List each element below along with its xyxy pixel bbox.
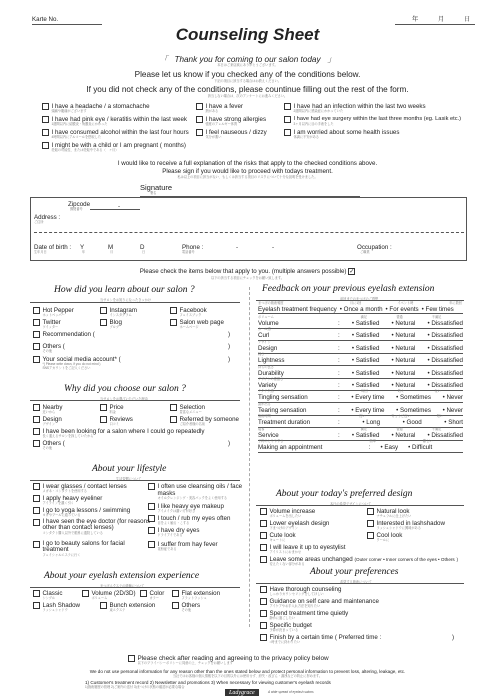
date-month: 月 [438, 16, 445, 23]
design-volume[interactable]: Volume increase ボリュームを出したい [260, 508, 315, 519]
feedback-row-service: 接客 満足 普通 不満足 Service : • Satisfied • Netural • Dissatisfied [258, 426, 463, 439]
pref-self-care[interactable]: Guidance on self care and maintenance アイケアやお手入れ方法を知りたい [260, 598, 379, 609]
feedback-label: Making an appointment [258, 444, 323, 451]
checkbox[interactable] [148, 503, 155, 510]
dob-day[interactable]: D [140, 244, 145, 251]
feedback-option[interactable]: • Satisfied [351, 382, 380, 389]
thanks-message: 「 Thank you for coming to our salon today 」 [159, 55, 336, 64]
checkbox[interactable] [33, 307, 40, 314]
checkbox[interactable] [100, 602, 107, 609]
condition-health-issues[interactable]: I am worried about some health issues 体調に不安がある [284, 129, 399, 140]
condition-alcohol[interactable]: I have consumed alcohol within the last four hours 4時間以内にアルコールを摂取した [42, 129, 189, 140]
ext-lash-shadow[interactable]: Lash Shadow ラッシュシャドウ [33, 602, 80, 613]
feedback-label: Design [258, 344, 278, 352]
section-rule [256, 583, 464, 584]
ext-bunch[interactable]: Bunch extension 束エクステ [100, 602, 155, 613]
feedback-option[interactable]: • Sometimes [396, 394, 431, 402]
freq-option-events[interactable]: • For events [385, 305, 419, 313]
why-design[interactable]: Design デザイン [33, 416, 62, 427]
condition-fever[interactable]: I have a fever 熱がある [196, 103, 243, 114]
option-jp: 簡単 [369, 439, 376, 443]
checkbox[interactable] [33, 343, 40, 350]
phone-label-jp: 電話番号 [182, 250, 195, 254]
section-rule [30, 302, 240, 303]
life-cleansing-oils[interactable]: I often use cleansing oils / face masks オイルクレンジング・美容パックをよく使用する [148, 483, 248, 501]
why-others[interactable]: Others ( その他 [33, 440, 65, 451]
ext-section-title: About your eyelash extension experience [44, 571, 200, 581]
phone-label: Phone : [182, 244, 204, 251]
learn-hot-pepper[interactable]: Hot Pepper ホットペッパー [33, 307, 74, 318]
life-yoga[interactable]: I go to yoga lessons / swimming ヨガやプールに通っている [33, 507, 130, 518]
design-lashshadow[interactable]: Interested in lashshadow ラッシュシャドウに興味がある [367, 520, 445, 531]
life-facial-treatment[interactable]: I go to beauty salons for facial treatment フェイシャルエステに行く [33, 541, 151, 557]
life-hay-fever[interactable]: I suffer from hay fever 花粉症である [148, 541, 218, 552]
address-box [30, 197, 467, 261]
feedback-option[interactable]: • Dissatisfied [427, 382, 463, 389]
checkbox[interactable] [33, 428, 40, 435]
signature-label-jp: 署名 [150, 191, 157, 195]
dob-label: Date of birth : [34, 244, 72, 251]
why-nearby[interactable]: Nearby 近いから [33, 404, 62, 415]
feedback-option[interactable]: • Good [402, 419, 422, 427]
option-jp: ちょうど良い [391, 414, 411, 419]
checkbox[interactable] [260, 622, 267, 629]
prefs-section-jp: 希望する施術について [340, 580, 372, 584]
option-jp: 難しい [422, 439, 433, 443]
option-jp: 短い [436, 414, 443, 419]
condition-pink-eye[interactable]: I have had pink eye / keratitis within the last week 1週間以内に結膜炎・角膜炎にかかった [42, 116, 187, 127]
checkbox[interactable] [172, 602, 179, 609]
learn-section-title: How did you learn about our salon ? [54, 285, 195, 295]
feedback-row-design: デザイン Design : • Satisfied • Netural • Dissatisfied [258, 339, 463, 352]
phone-dash-1: - [236, 244, 239, 251]
feedback-option[interactable]: • Netural [391, 357, 416, 365]
feedback-row-treatment-duration: 施術時間 長い ちょうど良い 短い Treatment duration : • Long • Good • Short [258, 414, 463, 427]
design-unchanged[interactable]: Leave some areas unchanged (Outer corner • Inner corners of the eyes • Others ) 変えたくない部分がある [260, 556, 458, 567]
feedback-label: Variety [258, 382, 277, 389]
occupation-label-jp: ご職業 [360, 250, 370, 254]
paren-close: ) [452, 634, 455, 641]
checkbox[interactable] [33, 416, 40, 423]
checkbox[interactable] [367, 508, 374, 515]
feedback-row-lightness: 軽さ Lightness : • Satisfied • Netural • Dissatisfied [258, 352, 463, 365]
option-jp: 満足 [360, 426, 367, 431]
lifestyle-section-jp: 生活習慣について [116, 477, 142, 481]
feedback-label: Tearing sensation [258, 406, 307, 414]
feedback-option[interactable]: • Difficult [408, 444, 433, 451]
learn-blog[interactable]: Blog ブログ [100, 319, 122, 330]
intro-line-1-jp: 下記の項目に該当する場合はお教えください。 [214, 79, 281, 83]
ext-flat[interactable]: Flat extension フラットラッシュ [172, 590, 220, 601]
freq-option-few[interactable]: • Few times [421, 305, 454, 313]
feedback-option[interactable]: • Satisfied [351, 332, 380, 340]
checkbox[interactable] [42, 129, 49, 136]
checkbox[interactable] [128, 655, 135, 662]
checkbox[interactable] [82, 590, 89, 597]
pref-finish-time[interactable]: Finish by a certain time ( Preferred time : ○時までに終わりたい [260, 634, 381, 645]
feedback-option[interactable]: • Long [362, 419, 381, 427]
feedback-option[interactable]: • Netural [391, 369, 416, 377]
option-jp: ない [434, 389, 441, 394]
condition-pregnant[interactable]: I might be with a child or I am pregnant ( months) 妊娠の可能性、または妊娠中である（ ヶ月） [42, 142, 186, 153]
feedback-option[interactable]: • Dissatisfied [427, 320, 463, 327]
occupation-label: Occupation : [357, 244, 392, 251]
feedback-option[interactable]: • Never [442, 406, 463, 414]
dob-month-jp: 月 [110, 250, 114, 254]
check-mark-icon: ✓ [349, 269, 355, 275]
privacy-text-1: We do not use personal information for any reason other than the ones stated below and protect personal information to prevent loss, altering, leakage, etc. [89, 669, 406, 674]
feedback-option[interactable]: • Never [442, 394, 463, 402]
checkbox[interactable] [170, 416, 177, 423]
feedback-frequency: まつげの施術頻度 月に1回 イベント時 年に数回 Eyelash treatment frequency • Once a month • For events • Few times [258, 301, 462, 313]
feedback-option[interactable]: • Easy [380, 444, 399, 451]
feedback-label: Service [258, 431, 279, 439]
learn-others[interactable]: Others ( その他 [33, 343, 65, 354]
checkbox[interactable] [284, 129, 291, 136]
brand-logo: Ladygrace [225, 689, 259, 696]
ext-color[interactable]: Color カラー [140, 590, 164, 601]
page-title: Counseling Sheet [175, 25, 320, 44]
ext-volume[interactable]: Volume (2D/3D) ボリューム [82, 590, 136, 601]
feedback-option[interactable]: • Netural [391, 320, 416, 327]
feedback-option[interactable]: • Netural [391, 431, 416, 439]
checkbox[interactable] [33, 356, 40, 363]
zipcode-label-jp: 郵便番号 [70, 207, 83, 211]
design-section-jp: 本日の希望デザインについて [330, 502, 372, 506]
feedback-option[interactable]: • Satisfied [351, 357, 380, 365]
date-day: 日 [464, 16, 471, 23]
condition-eye-surgery[interactable]: I have had eye surgery within the last three months (eg. Lasik etc.) 3ヶ月以内に目の手術をした [284, 116, 461, 127]
explain-line-1: I would like to receive a full explanation of the risks that apply to the checked conditions above. [117, 160, 378, 167]
date-year: 年 [412, 16, 419, 23]
learn-social-media[interactable]: Your social media account* ( *( Please write down, if you do not mind ) SNSアカウントをご記入ください [33, 356, 121, 370]
section-rule [30, 587, 240, 588]
zipcode-label: Zipcode [68, 201, 91, 208]
feedback-option[interactable]: • Dissatisfied [427, 332, 463, 340]
feedback-section-jp: 前回までのまつげのご感想 [340, 297, 379, 301]
feedback-label: Volume [258, 320, 279, 327]
checkbox[interactable] [33, 319, 40, 326]
checkbox[interactable] [260, 610, 267, 617]
feedback-option[interactable]: • Dissatisfied [427, 369, 463, 377]
why-referred[interactable]: Referred by someone ご紹介者様の名前 [170, 416, 239, 427]
learn-facebook[interactable]: Facebook フェイスブック [170, 307, 207, 318]
feedback-option[interactable]: • Dissatisfied [427, 357, 463, 365]
checkbox[interactable] [260, 544, 267, 551]
feedback-option[interactable]: • Short [444, 419, 463, 427]
intro-line-2-jp: 該当しない場合は、次のアンケートにお進みください。 [207, 94, 288, 98]
option-jp: 普通 [396, 315, 403, 319]
learn-section-jp: 当サロンをお知りになったきっかけ [100, 298, 151, 302]
feedback-label: Durability [258, 369, 284, 377]
design-cute[interactable]: Cute look キュートに [260, 532, 296, 543]
checkbox[interactable] [367, 520, 374, 527]
checkbox[interactable] [260, 598, 267, 605]
why-selection[interactable]: Selection 豊富なメニュー [170, 404, 205, 415]
privacy-text-2: 1) Customer's treatment record 2) Newsletter and promotions 3) When necessary for viewing customer's eyelash records [85, 680, 331, 685]
checkbox[interactable] [196, 103, 203, 110]
design-leave-to-stylist[interactable]: I will leave it up to eyestylist アイリストにおまかせ [260, 544, 346, 555]
checkbox[interactable] [33, 507, 40, 514]
feedback-option[interactable]: • Every time [351, 406, 385, 414]
paren-close: ) [228, 440, 231, 447]
zipcode-dash: - [118, 203, 121, 210]
privacy-agree[interactable]: Please check after reading and agreeing to the privacy policy below 以下のプライバシーポリシーに同意の上、チェックをお願いします [128, 655, 329, 666]
section-rule [30, 480, 240, 481]
learn-recommendation[interactable]: Recommendation ( [33, 331, 95, 338]
ext-section-jp: まつげエクステの経験について [100, 584, 145, 588]
life-dry-eyes[interactable]: I have dry eyes ドライアイである [148, 527, 199, 538]
row-rule [258, 452, 463, 453]
freq-opt-jp: イベント時 [397, 301, 414, 305]
checkbox[interactable] [260, 556, 267, 563]
checkbox[interactable] [42, 142, 49, 149]
feedback-option[interactable]: • Satisfied [351, 320, 380, 327]
checkbox[interactable] [33, 404, 40, 411]
learn-salon-web[interactable]: Salon web page ホームページ [170, 319, 224, 330]
feedback-row-tingling-sensation: チクチク感 毎回 時々 ない Tingling sensation : • Every time • Sometimes • Never [258, 389, 463, 402]
checkbox[interactable] [260, 586, 267, 593]
why-price[interactable]: Price 料金 [100, 404, 124, 415]
checkbox[interactable] [148, 527, 155, 534]
option-jp: 長い [359, 414, 366, 419]
feedback-row-making-an-appointment: 予約のとりやすさ 簡単 難しい Making an appointment : • Easy • Difficult [258, 440, 463, 453]
ext-others[interactable]: Others その他 [172, 602, 200, 613]
zipcode-field[interactable] [90, 209, 140, 210]
option-jp: 不満足 [431, 315, 442, 319]
ext-classic[interactable]: Classic シングル [33, 590, 62, 601]
checkbox[interactable] [100, 307, 107, 314]
condition-infection[interactable]: I have had an infection within the last two weeks 2週間以内に感染症にかかっていた [284, 103, 426, 114]
checkbox[interactable] [367, 532, 374, 539]
dob-year-jp: 年 [82, 250, 86, 254]
feedback-row-variety: デザインの豊富さ Variety : • Satisfied • Netural • Dissatisfied [258, 377, 463, 389]
row-rule [258, 313, 463, 314]
learn-instagram[interactable]: Instagram インスタグラム [100, 307, 137, 318]
condition-headache[interactable]: I have a headache / a stomachache 頭痛や腹痛がございます [42, 103, 150, 114]
checkbox[interactable] [140, 590, 147, 597]
option-jp: 普通 [396, 426, 403, 431]
why-section-title: Why did you choose our salon ? [64, 384, 186, 394]
feedback-option[interactable]: • Satisfied [351, 369, 380, 377]
option-jp: 不満足 [431, 426, 442, 431]
feedback-option[interactable]: • Dissatisfied [427, 431, 463, 439]
checkbox[interactable] [170, 404, 177, 411]
checkbox[interactable] [196, 129, 203, 136]
karte-no-label: Karte No. [32, 16, 59, 23]
feedback-row-durability: 持ちの良さ Durability : • Satisfied • Netural • Dissatisfied [258, 364, 463, 377]
feedback-option[interactable]: • Netural [391, 382, 416, 389]
feedback-row-curl: カール感 Curl : • Satisfied • Netural • Dissatisfied [258, 327, 463, 340]
section-rule [30, 400, 240, 401]
design-lower-eyelash[interactable]: Lower eyelash design 下まつげのデザイン [260, 520, 329, 531]
option-jp: 時々 [397, 389, 405, 394]
condition-nauseous[interactable]: I feel nauseous / dizzy 気分が悪い [196, 129, 267, 140]
column-divider [249, 287, 250, 627]
life-heavy-eyeliner[interactable]: I apply heavy eyeliner アイラインを濃く引く [33, 495, 102, 506]
feedback-label: Curl [258, 332, 270, 340]
checkbox[interactable] [33, 590, 40, 597]
signature-label: Signature [140, 183, 173, 192]
why-reviews[interactable]: Reviews 口コミ [100, 416, 133, 427]
checkbox[interactable] [33, 519, 40, 526]
dob-label-jp: 生年月日 [34, 250, 47, 254]
life-eye-doctor[interactable]: I have seen the eye doctor (for reasons other than contact lenses) コンタクト購入以外で眼科に通院している [33, 519, 151, 535]
prefs-section-title: About your preferences [310, 567, 399, 577]
pref-quiet[interactable]: Spend treatment time quietly 静かに過ごしたい [260, 610, 348, 621]
intro-line-2: If you did not check any of the conditions, please countinue filling out the rest of the form. [86, 85, 409, 94]
checkbox[interactable] [148, 541, 155, 548]
checkbox[interactable] [100, 404, 107, 411]
checkbox[interactable] [260, 508, 267, 515]
section-rule [256, 505, 464, 506]
checkbox[interactable] [100, 416, 107, 423]
privacy-text-1-jp: 当社ではお客様の個人情報を以下の目的以外には使用せず、紛失・改ざん・漏洩などの防止に努めます。 [172, 674, 323, 678]
checkbox[interactable] [284, 103, 291, 110]
checkbox[interactable] [172, 590, 179, 597]
checkbox[interactable] [196, 116, 203, 123]
checkbox[interactable] [33, 495, 40, 502]
feedback-row-tearing-sensation: 涙が出る Tearing sensation : • Every time • Sometimes • Never [258, 401, 463, 414]
feedback-section-title: Feedback on your previous eyelash extension [262, 284, 435, 294]
paren-close: ) [228, 331, 231, 338]
paren-close: ) [228, 343, 231, 350]
why-section-jp: 当サロンをお選びいただいた理由 [100, 397, 148, 401]
learn-twitter[interactable]: Twitter ツイッター [33, 319, 61, 330]
design-cool[interactable]: Cool look クールに [367, 532, 402, 543]
feedback-row-volume: ボリューム 満足 普通 不満足 Volume : • Satisfied • Netural • Dissatisfied [258, 315, 463, 327]
feedback-option[interactable]: • Sometimes [396, 406, 431, 414]
brand-tagline: A wide spread of eyelash salons [268, 690, 314, 694]
feedback-option[interactable]: • Satisfied [351, 431, 380, 439]
feedback-label: Lightness [258, 357, 285, 365]
address-field[interactable] [34, 232, 464, 233]
option-jp: 満足 [360, 315, 367, 319]
feedback-option[interactable]: • Netural [391, 344, 416, 352]
feedback-label: Tingling sensation [258, 394, 308, 402]
intro-line-1: Please let us know if you checked any of the conditions below. [134, 70, 361, 79]
paren-close: ) [228, 356, 231, 363]
checkbox[interactable] [260, 520, 267, 527]
explain-line-2: Please sign if you would like to proceed with todays treatment. [162, 168, 333, 175]
checkbox[interactable] [42, 116, 49, 123]
pref-counseling[interactable]: Have thorough counseling しっかりカウンセリングをしてほしい [260, 586, 341, 597]
privacy-text-2-jp: 1)施術履歴の管理 2)ご案内の送付 3)まつげの状態の確認が必要な場合 [85, 685, 185, 689]
dob-day-jp: 日 [142, 250, 146, 254]
checkbox[interactable] [260, 532, 267, 539]
multi-answer-note-jp: 以下の該当する項目にチェックをお願い致します。 [211, 276, 284, 280]
feedback-label: Treatment duration [258, 419, 311, 427]
checkbox[interactable] [170, 307, 177, 314]
feedback-option[interactable]: • Netural [391, 332, 416, 340]
life-heavy-makeup[interactable]: I like heavy eye makeup アイメイクは濃い方が好き [148, 503, 224, 514]
design-section-title: About your today's preferred design [276, 489, 413, 499]
checkbox[interactable] [33, 440, 40, 447]
life-touch-eyes[interactable]: I touch / rub my eyes often 目をよく触る・こする [148, 515, 230, 526]
option-jp: 毎回 [361, 389, 368, 394]
checkbox[interactable] [260, 634, 267, 641]
checkbox[interactable] [33, 331, 40, 338]
phone-dash-2: - [272, 244, 275, 251]
checkbox[interactable] [42, 103, 49, 110]
freq-option-once[interactable]: • Once a month [339, 305, 383, 313]
multi-answer-note: Please check the items below that apply to you. (multiple answers possible) ✓ [139, 268, 355, 276]
freq-opt-jp: 年に数回 [449, 301, 462, 305]
address-label-jp: ご住所 [34, 220, 44, 224]
condition-allergies[interactable]: I have strong allergies 強度のアレルギー体質 [196, 116, 266, 127]
dob-month[interactable]: M [108, 244, 114, 251]
checkbox[interactable] [284, 116, 291, 123]
feedback-option[interactable]: • Dissatisfied [427, 344, 463, 352]
checkbox[interactable] [100, 319, 107, 326]
checkbox[interactable] [170, 319, 177, 326]
dob-year[interactable]: Y [80, 244, 85, 251]
address-label: Address : [34, 214, 61, 221]
checkbox[interactable] [148, 483, 155, 490]
feedback-option[interactable]: • Satisfied [351, 344, 380, 352]
lifestyle-section-title: About your lifestyle [92, 464, 167, 474]
checkbox[interactable] [33, 541, 40, 548]
thanks-message-jp: 本日はご来店誠にありがとうございます。 [217, 63, 278, 67]
checkbox[interactable] [33, 602, 40, 609]
freq-label: Eyelash treatment frequency [258, 305, 337, 313]
design-natural[interactable]: Natural look ナチュラルに仕上げたい [367, 508, 411, 519]
life-glasses[interactable]: I wear glasses / contact lenses メガネ・コンタクトを使用する [33, 483, 127, 494]
checkbox[interactable] [33, 483, 40, 490]
feedback-option[interactable]: • Every time [351, 394, 385, 402]
explain-jp: 私は以上の項目に該当がない、もしくは該当する項目のリスクについて十分な説明を受けました。 [177, 175, 318, 179]
freq-opt-jp: 月に1回 [350, 301, 362, 305]
pref-budget[interactable]: Specific budget 予算が決まっている [260, 622, 312, 633]
why-repeat-salon[interactable]: I have been looking for a salon where I could go repeatedly 長く通えるサロンを探していたから [33, 428, 205, 439]
